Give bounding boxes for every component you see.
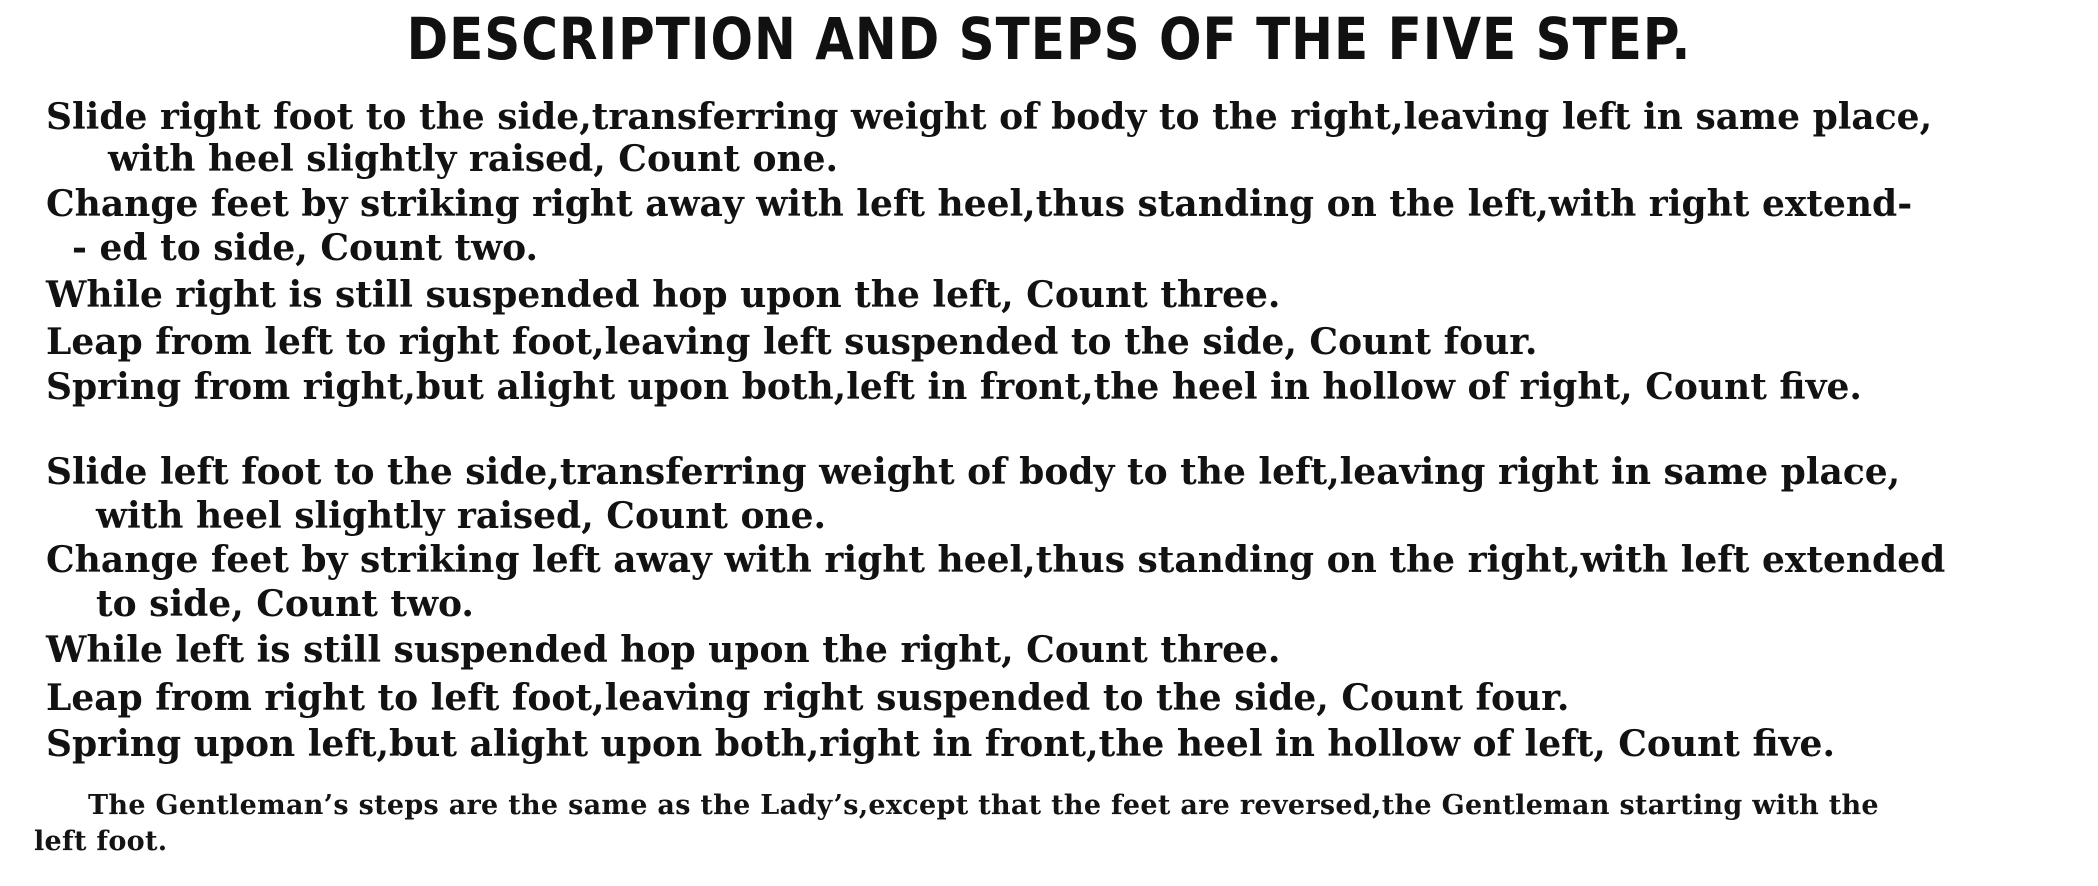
- step-2-line-2: - ed to side, Count two.: [72, 227, 539, 269]
- step-4-line: Leap from left to right foot,leaving left suspended to the side, Count four.: [46, 321, 1538, 363]
- step-3-line: While right is still suspended hop upon the left, Count three.: [46, 274, 1281, 316]
- step-6-line-2: with heel slightly raised, Count one.: [96, 495, 827, 537]
- step-6-line-1: Slide left foot to the side,transferring weight of body to the left,leaving right in same place,: [46, 451, 1901, 493]
- step-10-line: Spring upon left,but alight upon both,right in front,the heel in hollow of left, Count five.: [46, 723, 1835, 765]
- step-7-line-2: to side, Count two.: [96, 583, 474, 625]
- step-7-line-1: Change feet by striking left away with right heel,thus standing on the right,with left extended: [46, 539, 1946, 581]
- step-8-line: While left is still suspended hop upon the right, Count three.: [46, 629, 1281, 671]
- step-5-line: Spring from right,but alight upon both,left in front,the heel in hollow of right, Count five.: [46, 366, 1862, 408]
- gentleman-note-line-2: left foot.: [34, 826, 168, 857]
- step-1-line-2: with heel slightly raised, Count one.: [108, 138, 839, 180]
- step-9-line: Leap from right to left foot,leaving right suspended to the side, Count four.: [46, 677, 1570, 719]
- step-1-line-1: Slide right foot to the side,transferring weight of body to the right,leaving left in same place,: [46, 96, 1933, 138]
- gentleman-note-line-1: The Gentleman’s steps are the same as the Lady’s,except that the feet are reversed,the Gentleman starting with the: [88, 790, 1879, 821]
- page-title: DESCRIPTION AND STEPS OF THE FIVE STEP.: [406, 6, 1692, 73]
- step-2-line-1: Change feet by striking right away with left heel,thus standing on the left,with right extend-: [46, 183, 1913, 225]
